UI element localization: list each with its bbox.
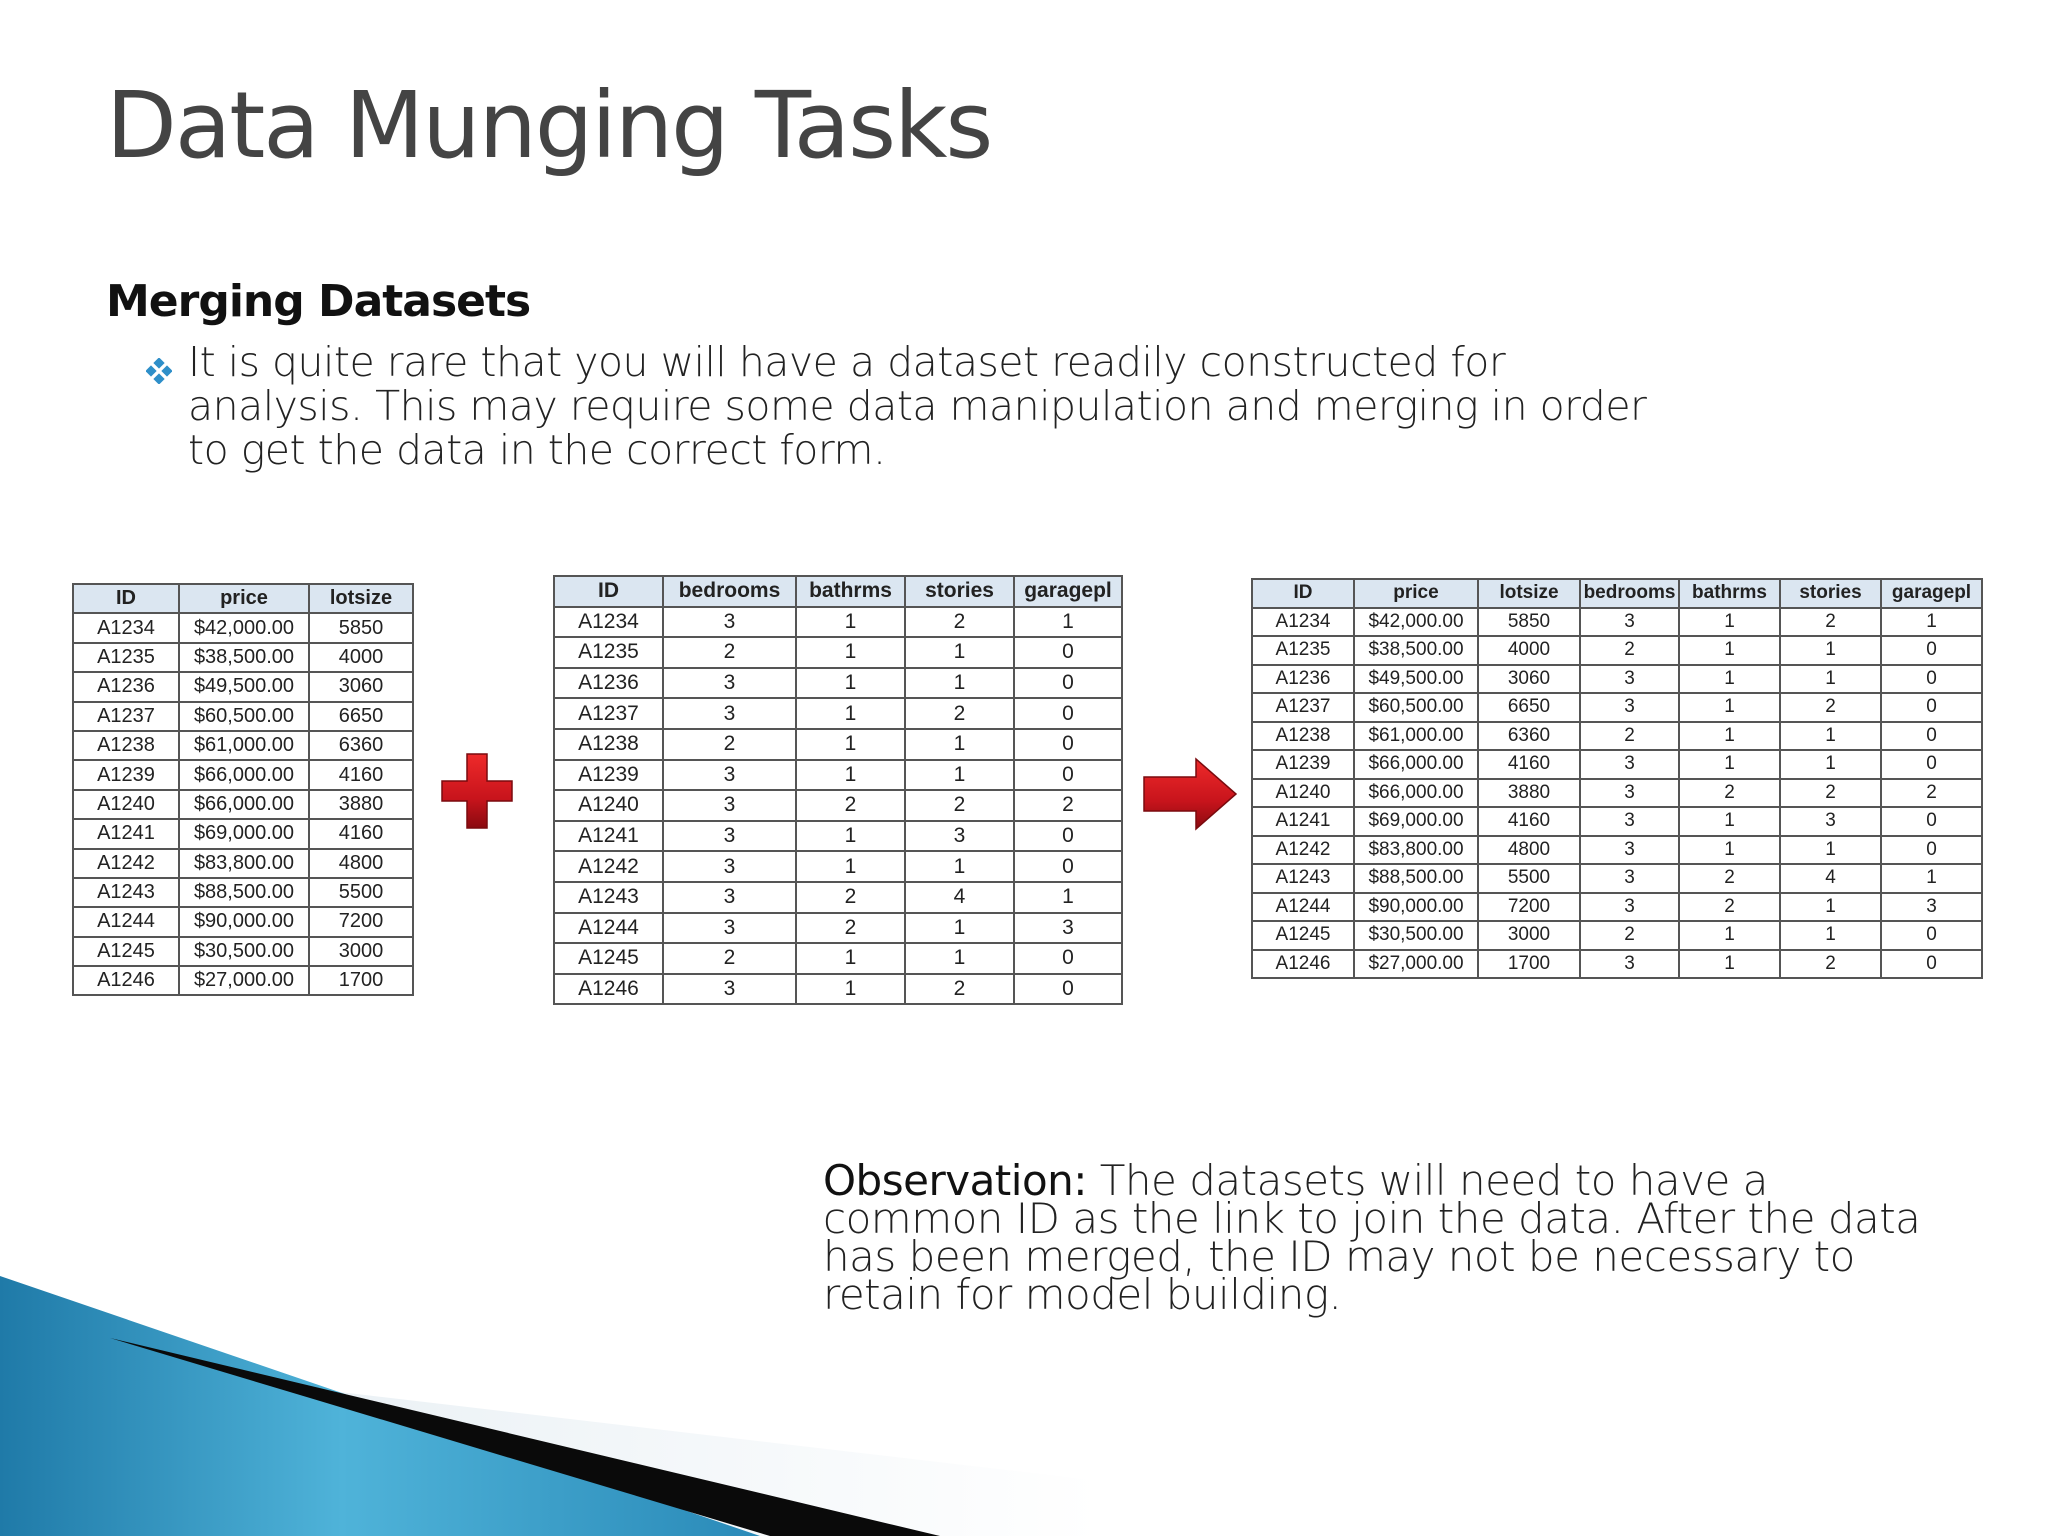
table-row	[554, 943, 1122, 974]
table-row	[1252, 665, 1982, 694]
table-row	[73, 937, 413, 966]
table-cell: 1	[796, 760, 905, 791]
table-cell: $42,000.00	[179, 613, 309, 642]
table-cell: 4160	[1478, 807, 1580, 836]
table-cell: $27,000.00	[1354, 950, 1478, 979]
table-cell: A1243	[73, 878, 179, 907]
table-cell: A1245	[1252, 921, 1354, 950]
table-cell: 1	[796, 821, 905, 852]
table-row	[73, 672, 413, 701]
table-cell: 1	[1780, 750, 1881, 779]
table-cell: A1235	[554, 637, 663, 668]
table-cell: 1	[1780, 836, 1881, 865]
table-cell: 4	[905, 882, 1014, 913]
table-cell: 1	[905, 851, 1014, 882]
table-cell: 6650	[1478, 693, 1580, 722]
table-cell: 0	[1881, 750, 1982, 779]
column-header: ID	[1252, 579, 1354, 608]
table-row	[1252, 893, 1982, 922]
table-cell: 3060	[1478, 665, 1580, 694]
table-cell: A1234	[1252, 608, 1354, 637]
table-cell: 3	[663, 607, 796, 638]
table-cell: 3	[1580, 750, 1679, 779]
table-cell: A1235	[1252, 636, 1354, 665]
table-cell: 0	[1014, 637, 1122, 668]
table-cell: A1240	[73, 790, 179, 819]
table-cell: 1	[1014, 607, 1122, 638]
table-cell: $60,500.00	[179, 702, 309, 731]
table-row	[73, 966, 413, 995]
table-cell: A1240	[554, 790, 663, 821]
table-cell: 4160	[1478, 750, 1580, 779]
table-row	[1252, 750, 1982, 779]
table-cell: 2	[796, 913, 905, 944]
table-cell: 0	[1014, 974, 1122, 1005]
table-cell: A1240	[1252, 779, 1354, 808]
table-cell: 0	[1014, 943, 1122, 974]
table-cell: 0	[1881, 836, 1982, 865]
table-cell: A1241	[1252, 807, 1354, 836]
table-cell: 1	[905, 729, 1014, 760]
table-cell: 1	[1679, 807, 1780, 836]
table-row	[1252, 864, 1982, 893]
table-cell: 0	[1014, 851, 1122, 882]
table-cell: 1	[796, 698, 905, 729]
table-cell: 7200	[1478, 893, 1580, 922]
table-cell: A1235	[73, 643, 179, 672]
table-row	[1252, 693, 1982, 722]
table-cell: $66,000.00	[1354, 779, 1478, 808]
table-cell: 3	[1580, 950, 1679, 979]
table-row	[1252, 636, 1982, 665]
table-cell: 4160	[309, 760, 413, 789]
table-cell: $42,000.00	[1354, 608, 1478, 637]
table-header-row	[1252, 579, 1982, 608]
diamond-bullet-icon	[146, 358, 172, 384]
table-cell: 1	[796, 943, 905, 974]
table-cell: $88,500.00	[179, 878, 309, 907]
table-cell: 2	[1014, 790, 1122, 821]
table-cell: 1	[905, 943, 1014, 974]
table-cell: A1237	[73, 702, 179, 731]
table-cell: 3000	[309, 937, 413, 966]
table-row	[554, 851, 1122, 882]
table-cell: 1	[1780, 921, 1881, 950]
table-cell: A1244	[1252, 893, 1354, 922]
table-cell: 1	[905, 668, 1014, 699]
column-header: price	[1354, 579, 1478, 608]
dataset-table-features	[553, 575, 1123, 1005]
table-cell: $38,500.00	[179, 643, 309, 672]
table-cell: $83,800.00	[1354, 836, 1478, 865]
table-cell: 1	[1679, 636, 1780, 665]
table-cell: 1	[796, 607, 905, 638]
table-row	[73, 702, 413, 731]
table-cell: 0	[1014, 729, 1122, 760]
table-cell: 3	[1580, 779, 1679, 808]
table-cell: 3	[663, 913, 796, 944]
table-cell: 0	[1014, 821, 1122, 852]
table-cell: $66,000.00	[179, 790, 309, 819]
table-cell: A1234	[554, 607, 663, 638]
table-cell: 0	[1014, 698, 1122, 729]
table-cell: $61,000.00	[1354, 722, 1478, 751]
table-header-row	[554, 576, 1122, 607]
table-cell: 4	[1780, 864, 1881, 893]
table-row	[554, 729, 1122, 760]
table-cell: A1239	[1252, 750, 1354, 779]
table-cell: 1	[1881, 864, 1982, 893]
table-cell: 1	[1679, 608, 1780, 637]
table-cell: 3	[663, 668, 796, 699]
table-cell: A1245	[554, 943, 663, 974]
table-cell: 1	[796, 637, 905, 668]
table-cell: 6650	[309, 702, 413, 731]
table-cell: 1	[905, 913, 1014, 944]
table-cell: 1	[1679, 665, 1780, 694]
table-cell: A1237	[1252, 693, 1354, 722]
table-cell: 1	[1679, 921, 1780, 950]
column-header: ID	[73, 584, 179, 613]
table-cell: A1246	[1252, 950, 1354, 979]
table-cell: A1236	[73, 672, 179, 701]
table-cell: 7200	[309, 907, 413, 936]
table-cell: 6360	[309, 731, 413, 760]
column-header: ID	[554, 576, 663, 607]
table-cell: 1	[1780, 636, 1881, 665]
table-cell: A1241	[554, 821, 663, 852]
column-header: price	[179, 584, 309, 613]
table-row	[1252, 836, 1982, 865]
table-row	[73, 907, 413, 936]
table-cell: 0	[1881, 636, 1982, 665]
table-cell: 2	[1780, 608, 1881, 637]
table-cell: $90,000.00	[179, 907, 309, 936]
table-cell: 1	[1780, 722, 1881, 751]
table-cell: 2	[1580, 636, 1679, 665]
table-cell: 1	[1881, 608, 1982, 637]
table-row	[554, 698, 1122, 729]
table-cell: A1246	[554, 974, 663, 1005]
table-cell: $69,000.00	[1354, 807, 1478, 836]
table-cell: A1245	[73, 937, 179, 966]
table-cell: 2	[663, 729, 796, 760]
table-cell: A1238	[73, 731, 179, 760]
table-cell: 3000	[1478, 921, 1580, 950]
table-cell: 5850	[309, 613, 413, 642]
table-cell: 2	[1679, 779, 1780, 808]
table-cell: 4000	[1478, 636, 1580, 665]
table-row	[1252, 608, 1982, 637]
table-cell: A1243	[1252, 864, 1354, 893]
table-row	[73, 613, 413, 642]
table-cell: 3	[663, 760, 796, 791]
table-cell: 0	[1881, 693, 1982, 722]
table-row	[1252, 950, 1982, 979]
table-cell: 1	[905, 760, 1014, 791]
table-cell: 3	[1014, 913, 1122, 944]
table-cell: A1238	[554, 729, 663, 760]
table-cell: 3	[663, 821, 796, 852]
table-cell: 3	[1580, 807, 1679, 836]
table-row	[73, 790, 413, 819]
table-cell: 1	[905, 637, 1014, 668]
table-cell: A1238	[1252, 722, 1354, 751]
column-header: stories	[1780, 579, 1881, 608]
table-cell: 1	[1780, 665, 1881, 694]
table-cell: $90,000.00	[1354, 893, 1478, 922]
table-cell: $38,500.00	[1354, 636, 1478, 665]
table-cell: $49,500.00	[1354, 665, 1478, 694]
table-cell: 2	[796, 882, 905, 913]
table-cell: 2	[1580, 921, 1679, 950]
table-cell: $69,000.00	[179, 819, 309, 848]
dataset-table-price	[72, 583, 414, 996]
observation-text: The datasets will need to have a common ID as the link to join the data. After the data has been merged, the ID may not be necessary to retain for model building.	[823, 1156, 1921, 1319]
table-cell: 5850	[1478, 608, 1580, 637]
table-cell: 0	[1014, 668, 1122, 699]
table-cell: 2	[905, 698, 1014, 729]
table-cell: 5500	[309, 878, 413, 907]
table-cell: 1700	[309, 966, 413, 995]
table-cell: 4800	[1478, 836, 1580, 865]
table-cell: 1	[1679, 750, 1780, 779]
table-cell: 1	[796, 729, 905, 760]
table-cell: 4800	[309, 849, 413, 878]
table-cell: 3	[1580, 864, 1679, 893]
table-cell: $66,000.00	[179, 760, 309, 789]
table-cell: A1236	[1252, 665, 1354, 694]
column-header: bedrooms	[663, 576, 796, 607]
table-cell: $66,000.00	[1354, 750, 1478, 779]
table-cell: 3	[663, 698, 796, 729]
table-cell: 1	[1679, 693, 1780, 722]
table-row	[73, 819, 413, 848]
table-cell: 2	[663, 637, 796, 668]
table-row	[73, 731, 413, 760]
table-cell: $88,500.00	[1354, 864, 1478, 893]
table-cell: 3	[1580, 836, 1679, 865]
column-header: garagepl	[1014, 576, 1122, 607]
table-cell: 1	[796, 668, 905, 699]
column-header: stories	[905, 576, 1014, 607]
table-cell: 1	[1679, 950, 1780, 979]
table-cell: 2	[1881, 779, 1982, 808]
table-row	[1252, 779, 1982, 808]
table-cell: $83,800.00	[179, 849, 309, 878]
table-cell: 1	[796, 974, 905, 1005]
column-header: bedrooms	[1580, 579, 1679, 608]
table-cell: 3	[663, 851, 796, 882]
table-row	[554, 760, 1122, 791]
table-cell: $61,000.00	[179, 731, 309, 760]
table-cell: A1239	[554, 760, 663, 791]
column-header: garagepl	[1881, 579, 1982, 608]
table-cell: $30,500.00	[179, 937, 309, 966]
section-heading: Merging Datasets	[106, 276, 531, 327]
table-cell: 3880	[309, 790, 413, 819]
table-row	[554, 974, 1122, 1005]
column-header: lotsize	[309, 584, 413, 613]
table-row	[73, 643, 413, 672]
table-cell: 1	[1780, 893, 1881, 922]
column-header: lotsize	[1478, 579, 1580, 608]
table-row	[1252, 921, 1982, 950]
table-cell: 3060	[309, 672, 413, 701]
table-row	[73, 760, 413, 789]
table-cell: 2	[905, 607, 1014, 638]
table-cell: 2	[1580, 722, 1679, 751]
merged-dataset-table	[1251, 578, 1983, 979]
table-row	[1252, 807, 1982, 836]
table-cell: 2	[663, 943, 796, 974]
table-cell: 3	[663, 882, 796, 913]
table-cell: A1239	[73, 760, 179, 789]
table-cell: A1242	[554, 851, 663, 882]
table-cell: A1244	[73, 907, 179, 936]
table-row	[554, 790, 1122, 821]
observation-label: Observation:	[823, 1156, 1087, 1205]
table-cell: 3880	[1478, 779, 1580, 808]
table-cell: A1246	[73, 966, 179, 995]
table-cell: A1243	[554, 882, 663, 913]
table-cell: 2	[1780, 693, 1881, 722]
footer-decoration	[0, 1276, 1100, 1536]
table-cell: 2	[1780, 779, 1881, 808]
table-cell: 2	[1679, 864, 1780, 893]
bullet-point	[146, 340, 1686, 472]
table-row	[73, 849, 413, 878]
table-cell: 3	[1881, 893, 1982, 922]
table-cell: 1	[1014, 882, 1122, 913]
slide-title: Data Munging Tasks	[106, 72, 992, 179]
table-row	[554, 882, 1122, 913]
table-cell: $30,500.00	[1354, 921, 1478, 950]
table-row	[554, 607, 1122, 638]
table-cell: A1236	[554, 668, 663, 699]
table-cell: A1241	[73, 819, 179, 848]
table-cell: 1	[1679, 836, 1780, 865]
table-cell: 1700	[1478, 950, 1580, 979]
table-cell: 2	[1679, 893, 1780, 922]
table-cell: 3	[905, 821, 1014, 852]
table-cell: $60,500.00	[1354, 693, 1478, 722]
table-row	[554, 637, 1122, 668]
table-header-row	[73, 584, 413, 613]
table-cell: 0	[1881, 807, 1982, 836]
table-cell: 6360	[1478, 722, 1580, 751]
table-cell: 1	[796, 851, 905, 882]
table-cell: 3	[663, 974, 796, 1005]
column-header: bathrms	[796, 576, 905, 607]
table-row	[554, 913, 1122, 944]
table-cell: 0	[1881, 665, 1982, 694]
table-cell: A1244	[554, 913, 663, 944]
table-row	[554, 668, 1122, 699]
table-cell: 2	[796, 790, 905, 821]
table-cell: 0	[1881, 722, 1982, 751]
right-arrow-icon	[1142, 757, 1238, 831]
column-header: bathrms	[1679, 579, 1780, 608]
plus-icon	[440, 752, 514, 830]
table-cell: 3	[1580, 665, 1679, 694]
table-cell: 4000	[309, 643, 413, 672]
table-cell: 5500	[1478, 864, 1580, 893]
table-cell: 4160	[309, 819, 413, 848]
table-cell: 3	[1580, 608, 1679, 637]
table-row	[73, 878, 413, 907]
table-cell: 1	[1679, 722, 1780, 751]
table-cell: $49,500.00	[179, 672, 309, 701]
table-cell: 2	[1780, 950, 1881, 979]
bullet-text: It is quite rare that you will have a dataset readily constructed for analysis. This may require some data manipulation and merging in order to get the data in the correct form.	[188, 338, 1647, 474]
table-cell: 0	[1881, 921, 1982, 950]
table-cell: A1242	[1252, 836, 1354, 865]
table-cell: 2	[905, 974, 1014, 1005]
table-cell: 3	[1580, 893, 1679, 922]
table-cell: 3	[663, 790, 796, 821]
table-cell: A1234	[73, 613, 179, 642]
table-cell: 3	[1780, 807, 1881, 836]
table-cell: 0	[1881, 950, 1982, 979]
table-cell: A1242	[73, 849, 179, 878]
table-cell: 2	[905, 790, 1014, 821]
table-cell: 3	[1580, 693, 1679, 722]
table-cell: $27,000.00	[179, 966, 309, 995]
table-row	[554, 821, 1122, 852]
table-row	[1252, 722, 1982, 751]
table-cell: A1237	[554, 698, 663, 729]
table-cell: 0	[1014, 760, 1122, 791]
